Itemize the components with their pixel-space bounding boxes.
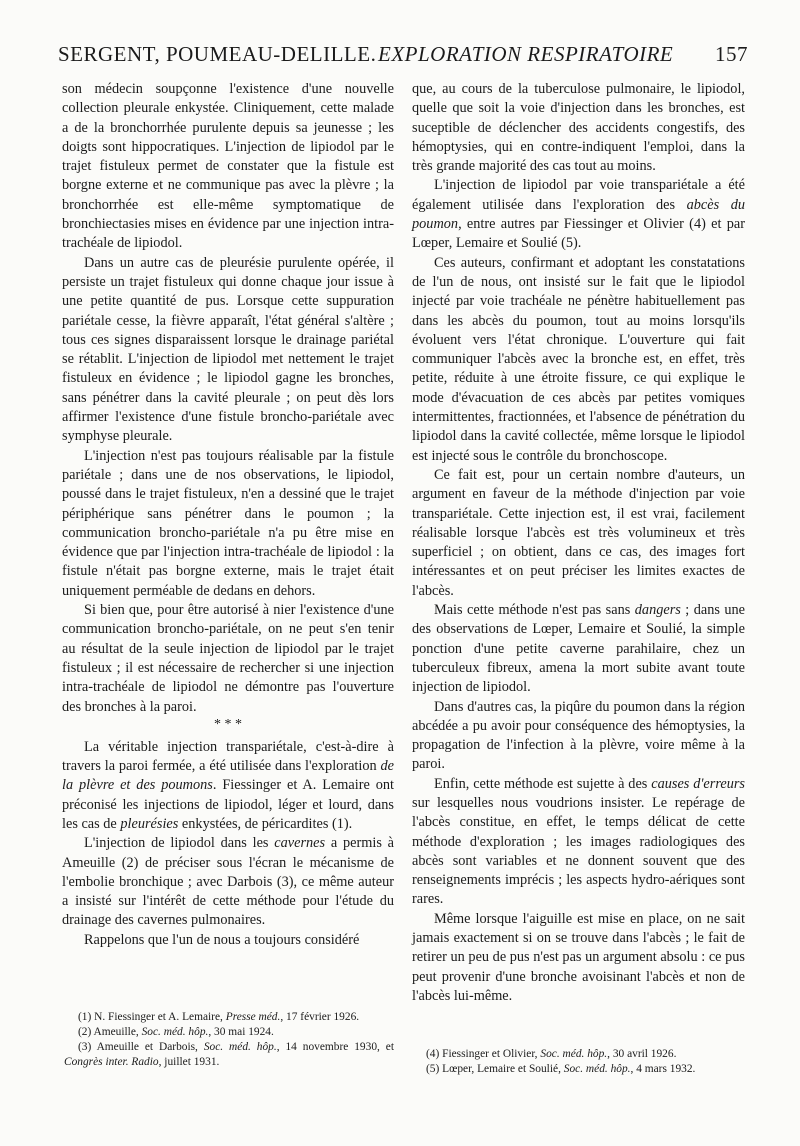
paragraph: L'injection de lipiodol dans les cavernes a permis à Ameuille (2) de préciser sous l'écran le mécanisme de l'embolie bronchique ; avec Darbois (3), ce même auteur a insisté sur l'intérêt de cette méthode pour l'étude du drainage des cavernes pulmonaires. bbox=[62, 835, 395, 929]
right-column bbox=[412, 80, 745, 1006]
paragraph: Si bien que, pour être autorisé à nier l'existence d'une communication broncho-pariétale, on ne peut s'en tenir au résultat de la seule injection de lipiodol par le trajet fistuleux ; il est nécessaire de rechercher si une injection intra-trachéale de lipiodol ne démontre pas l'ouverture des bronches à la paroi. bbox=[62, 602, 394, 715]
left-column bbox=[62, 80, 394, 950]
running-header bbox=[58, 42, 748, 72]
footnote: (5) Lœper, Lemaire et Soulié, Soc. méd. hôp., 4 mars 1932. bbox=[426, 1063, 696, 1075]
paragraph: Ces auteurs, confirmant et adoptant les constatations de l'un de nous, ont insisté sur le fait que le lipiodol injecté par voie trachéale ne pénètre habituellement pas dans les abcès du poumon, tout au moins lorsqu'ils évoluent vers l'état chronique. L'ouverture qui fait communiquer l'abcès avec la bronche est, en effet, très petite, réduite à une étroite fissure, ce qui explique le mode d'évacuation de ces abcès par petites vomiques intermittentes, fractionnées, et l'absence de pénétration du lipiodol dans la cavité collectée, même lorsque le lipiodol est injecté sous le contrôle du bronchoscope. bbox=[412, 254, 745, 464]
header-title: EXPLORATION RESPIRATOIRE bbox=[378, 42, 674, 66]
footnote: (2) Ameuille, Soc. méd. hôp., 30 mai 1924. bbox=[78, 1026, 274, 1038]
footnote: (4) Fiessinger et Olivier, Soc. méd. hôp., 30 avril 1926. bbox=[426, 1048, 677, 1060]
paragraph: son médecin soupçonne l'existence d'une nouvelle collection pleurale enkystée. Cliniquement, cette malade a de la bronchorrhée purulente depuis sa jeunesse ; les doigts sont hippocratiques. L'injection de lipiodol par le trajet fistuleux permet de constater que la fistule est borgne externe et ne communique pas avec la plèvre ; la bronchorrhée est elle-même symptomatique de bronchiectasies mises en évidence par une injection intra-trachéale de lipiodol. bbox=[62, 81, 394, 252]
header-authors: SERGENT, POUMEAU-DELILLE. bbox=[58, 42, 377, 66]
paragraph: L'injection de lipiodol par voie transpariétale a été également utilisée dans l'exploration des abcès du poumon, entre autres par Fiessinger et Olivier (4) et par Lœper, Lemaire et Soulié (5). bbox=[412, 177, 745, 252]
paragraph: Dans un autre cas de pleurésie purulente opérée, il persiste un trajet fistuleux qui donne chaque jour issue à une petite quantité de pus. Lorsque cette suppuration pariétale cesse, la fièvre apparaît, l'état général s'altère ; tous ces signes disparaissent lorsque le drainage pariétal se rétablit. L'injection de lipiodol met nettement le trajet fistuleux en évidence ; le lipiodol gagne les bronches, sans pénétrer dans la cavité pleurale ; on peut dès lors affirmer l'existence d'une fistule broncho-pariétale avec symphyse pleurale. bbox=[62, 254, 394, 445]
footnotes-left bbox=[64, 1010, 394, 1070]
page-number: 157 bbox=[715, 42, 748, 66]
section-separator: * * * bbox=[214, 716, 242, 732]
footnotes-right bbox=[412, 1047, 745, 1077]
paragraph: Ce fait est, pour un certain nombre d'auteurs, un argument en faveur de la méthode d'injection par voie transpariétale. Cette injection est, il est vrai, facilement réalisable lorsque l'abcès est très volumineux et très superficiel ; on obtient, dans ce cas, des images fort intéressantes et on peut préciser les limites exactes de l'abcès. bbox=[412, 466, 745, 599]
footnote: (3) Ameuille et Darbois, Soc. méd. hôp., 14 novembre 1930, et Congrès inter. Radio, juillet 1931. bbox=[64, 1041, 394, 1068]
footnote: (1) N. Fiessinger et A. Lemaire, Presse méd., 17 février 1926. bbox=[78, 1011, 360, 1023]
paragraph: Même lorsque l'aiguille est mise en place, on ne sait jamais exactement si on se trouve dans l'abcès ; le fait de retirer un peu de pus n'est pas un argument absolu : ce pus peut provenir d'une bronche avoisinant l'abcès et non de l'abcès lui-même. bbox=[412, 910, 745, 1004]
paragraph: Dans d'autres cas, la piqûre du poumon dans la région abcédée a pu avoir pour conséquence des hémoptysies, la propagation de l'infection à la plèvre, voire même à la paroi. bbox=[412, 698, 745, 773]
paragraph: Rappelons que l'un de nous a toujours considéré bbox=[84, 931, 360, 948]
paragraph: Enfin, cette méthode est sujette à des causes d'erreurs sur lesquelles nous voudrions insister. Le repérage de l'abcès constitue, en effet, le temps délicat de cette méthode d'exploration ; les images radiologiques des abcès sont variables et ne donnent souvent que des renseignements imprécis ; les aspects hydro-aériques sont rares. bbox=[412, 775, 745, 908]
paragraph: L'injection n'est pas toujours réalisable par la fistule pariétale ; dans une de nos observations, le lipiodol, poussé dans le trajet fistuleux, n'en a dessiné que le trajet périphérique sans pénétrer dans le poumon ; la communication broncho-pariétale n'a pu être mise en évidence que par l'injection intra-trachéale de lipiodol : la fistule n'était pas borgne externe, mais le trajet était uniquement perméable de dedans en dehors. bbox=[62, 447, 394, 599]
paragraph: Mais cette méthode n'est pas sans dangers ; dans une des observations de Lœper, Lemaire et Soulié, la simple ponction d'une petite caverne parahilaire, chez un tuberculeux fibreux, amena la mort subite avant toute injection de lipiodol. bbox=[412, 602, 746, 696]
paragraph: La véritable injection transpariétale, c'est-à-dire à travers la paroi fermée, a été utilisée dans l'exploration de la plèvre et des poumons. Fiessinger et A. Lemaire ont préconisé les injections de lipiodol, léger et lourd, dans les cas de pleurésies enkystées, de péricardites (1). bbox=[62, 738, 395, 832]
paragraph: que, au cours de la tuberculose pulmonaire, le lipiodol, quelle que soit la voie d'injection dans les bronches, est suceptible de déclencher des accidents congestifs, des hémoptysies, qui en contre-indiquent l'emploi, dans la très grande majorité des cas tout au moins. bbox=[412, 81, 745, 175]
